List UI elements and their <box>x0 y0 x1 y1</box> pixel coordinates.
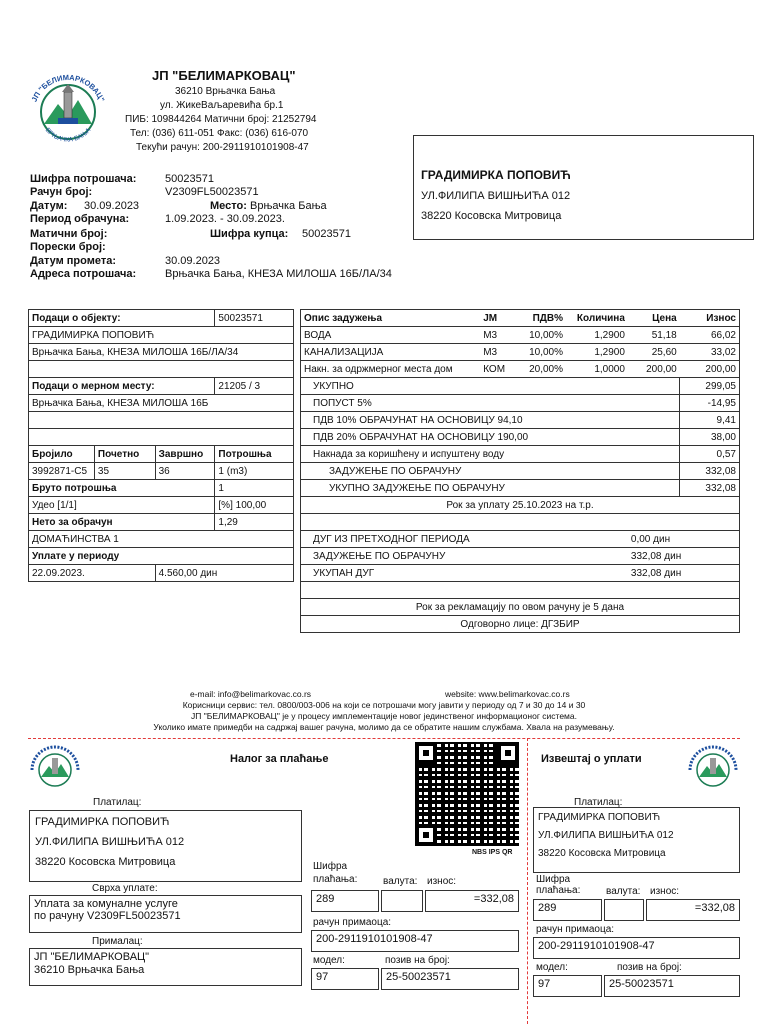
reference-field[interactable]: 25-50023571 <box>381 968 519 990</box>
charge-unit: М3 <box>480 344 520 361</box>
charge-unit: М3 <box>480 327 520 344</box>
report-model-label: модел: <box>536 962 568 973</box>
water-fee-value: 0,57 <box>680 446 740 463</box>
charge-qty: 1,2900 <box>566 344 628 361</box>
charge2-label: ЗАДУЖЕЊЕ ПО ОБРАЧУНУ <box>301 548 628 565</box>
consumer-address-label: Адреса потрошача: <box>30 268 137 280</box>
complaint-note: Рок за рекламацију по овом рачуну је 5 дана <box>301 599 740 616</box>
discount-value: -14,95 <box>680 395 740 412</box>
qr-corner <box>415 824 437 846</box>
charge-qty: 1,2900 <box>566 327 628 344</box>
slip-recipient-line1: ЈП "БЕЛИМАРКОВАЦ" <box>34 951 150 963</box>
charge-amount: 200,00 <box>680 361 740 378</box>
object-code: 50023571 <box>215 310 294 327</box>
share-value: [%] 100,00 <box>215 497 294 514</box>
payment-amount: 4.560,00 дин <box>155 565 293 582</box>
company-address2: ул. ЖикеВаљаревића бр.1 <box>160 100 284 111</box>
consumer-code: 50023571 <box>165 173 214 185</box>
footer-email[interactable]: e-mail: info@belimarkovac.co.rs <box>190 689 312 699</box>
purpose-line1: Уплата за комуналне услуге <box>34 898 178 910</box>
footer-line2: Корисници сервис: тел. 0800/003-006 на који се потрошачи могу јавити у периоду од 7 и 30 до 14 и 30 <box>182 700 586 710</box>
footer-website[interactable]: website: www.belimarkovac.co.rs <box>445 689 570 699</box>
payer-street: УЛ.ФИЛИПА ВИШЊИЋА 012 <box>35 836 185 848</box>
blank-row <box>301 582 740 599</box>
charge-vat: 10,00% <box>520 344 566 361</box>
charge-price: 51,18 <box>628 327 680 344</box>
slip-recipient-field[interactable] <box>29 948 302 986</box>
date-label: Датум: <box>30 200 68 212</box>
purpose-field[interactable] <box>29 895 302 933</box>
company-phone: Тел: (036) 611-051 Факс: (036) 616-070 <box>130 128 309 139</box>
currency-field[interactable] <box>381 890 423 912</box>
customer-code-label: Шифра купца: <box>210 228 289 240</box>
meter-address: Врњачка Бања, КНЕЗА МИЛОША 16Б <box>29 395 294 412</box>
report-model-field[interactable]: 97 <box>533 975 602 997</box>
payer-city: 38220 Косовска Митровица <box>35 856 176 868</box>
object-name: ГРАДИМИРКА ПОПОВИЋ <box>29 327 294 344</box>
model-field[interactable]: 97 <box>311 968 379 990</box>
charge-header-price: Цена <box>628 310 680 327</box>
model-label: модел: <box>313 955 345 966</box>
end-header: Завршно <box>155 446 215 463</box>
reg-no-label: Матични број: <box>30 228 108 240</box>
turnover-date-label: Датум промета: <box>30 255 116 267</box>
qr-corner <box>415 742 437 764</box>
period-label: Период обрачуна: <box>30 213 130 225</box>
recipient-label: Прималац: <box>92 936 143 947</box>
charge-price: 25,60 <box>628 344 680 361</box>
slip-logo-right <box>684 744 742 794</box>
company-account: Текући рачун: 200-2911910101908-47 <box>136 142 309 153</box>
payment-code-label: Шифра <box>313 861 348 872</box>
total-label: УКУПНО <box>301 378 680 395</box>
households: ДОМАЋИНСТВА 1 <box>29 531 294 548</box>
responsible-person: Одговорно лице: ДГЗБИР <box>301 616 740 633</box>
report-account-field[interactable]: 200-2911910101908-47 <box>533 937 740 959</box>
turnover-date: 30.09.2023 <box>165 255 221 267</box>
bill-no-label: Рачун број: <box>30 186 93 198</box>
blank-row <box>29 412 294 429</box>
reference-label: позив на број: <box>385 955 450 966</box>
gross-value: 1 <box>215 480 294 497</box>
charge-row <box>301 327 740 344</box>
water-fee-label: Накнада за коришћену и испуштену воду <box>301 446 680 463</box>
usage-value: 1 (m3) <box>215 463 294 480</box>
recipient-street: УЛ.ФИЛИПА ВИШЊИЋА 012 <box>421 190 571 202</box>
report-code-field[interactable]: 289 <box>533 899 602 921</box>
report-amount-field[interactable]: =332,08 <box>646 899 740 921</box>
meter-code: 21205 / 3 <box>215 378 294 395</box>
charge-amount: 66,02 <box>680 327 740 344</box>
consumer-code-label: Шифра потрошача: <box>30 173 137 185</box>
end-value: 36 <box>155 463 215 480</box>
report-payer-field[interactable] <box>533 807 740 873</box>
gross-label: Бруто потрошња <box>29 480 215 497</box>
share-label: Удео [1/1] <box>29 497 215 514</box>
total-debt-value: 332,08 дин <box>628 565 740 582</box>
object-label: Подаци о објекту: <box>29 310 215 327</box>
purpose-label: Сврха уплате: <box>92 883 158 894</box>
total-charge-label: УКУПНО ЗАДУЖЕЊЕ ПО ОБРАЧУНУ <box>301 480 680 497</box>
prev-debt-label: ДУГ ИЗ ПРЕТХОДНОГ ПЕРИОДА <box>301 531 628 548</box>
qr-label: NBS IPS QR <box>472 849 513 856</box>
meter-label: Подаци о мерном месту: <box>29 378 215 395</box>
report-code-label2: плаћања: <box>536 885 581 896</box>
charge-desc: ВОДА <box>301 327 481 344</box>
charge-row <box>301 344 740 361</box>
blank-row <box>29 429 294 446</box>
charge-desc: КАНАЛИЗАЦИЈА <box>301 344 481 361</box>
net-label: Нето за обрачун <box>29 514 215 531</box>
due-date: Рок за уплату 25.10.2023 на т.р. <box>301 497 740 514</box>
report-payer-city: 38220 Косовска Митровица <box>538 848 666 859</box>
blank-row <box>29 361 294 378</box>
company-logo <box>20 62 116 158</box>
period-value: 1.09.2023. - 30.09.2023. <box>165 213 285 225</box>
account-field[interactable]: 200-2911910101908-47 <box>311 930 519 952</box>
charge-header-amount: Износ <box>680 310 740 327</box>
footer-line4: Уколико имате примедби на садржај вашег рачуна, молимо да се обратите нашим службама. Хвала на разумевању. <box>153 722 615 732</box>
charge-vat: 10,00% <box>520 327 566 344</box>
charge-header-vat: ПДВ% <box>520 310 566 327</box>
payment-date: 22.09.2023. <box>29 565 156 582</box>
charges-table <box>300 309 740 633</box>
discount-label: ПОПУСТ 5% <box>301 395 680 412</box>
blank-row <box>301 514 740 531</box>
charge-desc: Накн. за одржмерног места дом <box>301 361 481 378</box>
date-value: 30.09.2023 <box>84 200 140 212</box>
report-reference-field[interactable]: 25-50023571 <box>604 975 740 997</box>
payment-code-label2: плаћања: <box>313 874 358 885</box>
place-label: Место: <box>210 200 247 212</box>
qr-corner <box>497 742 519 764</box>
report-reference-label: позив на број: <box>617 962 682 973</box>
total-debt-label: УКУПАН ДУГ <box>301 565 628 582</box>
vat20-value: 38,00 <box>680 429 740 446</box>
usage-header: Потрошња <box>215 446 294 463</box>
recipient-city: 38220 Косовска Митровица <box>421 210 562 222</box>
order-title: Налог за плаћање <box>230 753 329 765</box>
charge-qty: 1,0000 <box>566 361 628 378</box>
bill-no: V2309FL50023571 <box>165 186 259 198</box>
vat20-label: ПДВ 20% ОБРАЧУНАТ НА ОСНОВИЦУ 190,00 <box>301 429 680 446</box>
total-value: 299,05 <box>680 378 740 395</box>
report-code-label: Шифра <box>536 874 571 885</box>
charge2-value: 332,08 дин <box>628 548 740 565</box>
charge-header-qty: Количина <box>566 310 628 327</box>
customer-code: 50023571 <box>302 228 351 240</box>
total-charge-value: 332,08 <box>680 480 740 497</box>
payments-label: Уплате у периоду <box>29 548 294 565</box>
company-address1: 36210 Врњачка Бања <box>175 86 276 97</box>
recipient-name: ГРАДИМИРКА ПОПОВИЋ <box>421 168 571 182</box>
charge-price: 200,00 <box>628 361 680 378</box>
report-title: Извештај о уплати <box>541 753 642 765</box>
cut-line-horizontal <box>28 738 740 739</box>
report-amount-label: износ: <box>650 886 680 897</box>
payment-code-field[interactable]: 289 <box>311 890 379 912</box>
counter-value: 3992871-C5 <box>29 463 95 480</box>
vat10-value: 9,41 <box>680 412 740 429</box>
purpose-line2: по рачуну V2309FL50023571 <box>34 910 181 922</box>
amount-label: износ: <box>427 876 457 887</box>
charge-unit: КОМ <box>480 361 520 378</box>
charge-header-desc: Опис задужења <box>301 310 481 327</box>
charge-label: ЗАДУЖЕЊЕ ПО ОБРАЧУНУ <box>301 463 680 480</box>
slip-recipient-line2: 36210 Врњачка Бања <box>34 964 145 976</box>
payer-name: ГРАДИМИРКА ПОПОВИЋ <box>35 816 170 828</box>
report-payer-name: ГРАДИМИРКА ПОПОВИЋ <box>538 812 661 823</box>
report-account-label: рачун примаоца: <box>536 924 615 935</box>
payer-field[interactable] <box>29 810 302 882</box>
charge-row <box>301 361 740 378</box>
cut-line-vertical <box>527 738 528 1024</box>
vat10-label: ПДВ 10% ОБРАЧУНАТ НА ОСНОВИЦУ 94,10 <box>301 412 680 429</box>
net-value: 1,29 <box>215 514 294 531</box>
company-pib: ПИБ: 109844264 Матични број: 21252794 <box>125 114 317 125</box>
logo-text-bottom: ВРЊАЧКА БАЊА <box>43 126 93 144</box>
object-info-table <box>28 309 294 582</box>
start-header: Почетно <box>94 446 155 463</box>
slip-logo-left <box>26 744 84 794</box>
logo-text-top: ЈП "БЕЛИМАРКОВАЦ" <box>29 72 107 104</box>
qr-code <box>415 742 519 846</box>
footer-line3: ЈП "БЕЛИМАРКОВАЦ" је у процесу имплементације новог јединственог информационог система. <box>191 711 577 721</box>
report-currency-label: валута: <box>606 886 641 897</box>
charge-amount: 33,02 <box>680 344 740 361</box>
prev-debt-value: 0,00 дин <box>628 531 740 548</box>
report-payer-label: Платилац: <box>574 797 623 808</box>
amount-field[interactable]: =332,08 <box>425 890 519 912</box>
charge-header-unit: ЈМ <box>480 310 520 327</box>
charge-vat: 20,00% <box>520 361 566 378</box>
counter-header: Бројило <box>29 446 95 463</box>
recipient-address-box <box>413 135 754 240</box>
currency-label: валута: <box>383 876 418 887</box>
object-address: Врњачка Бања, КНЕЗА МИЛОША 16Б/ЛА/34 <box>29 344 294 361</box>
place-value: Врњачка Бања <box>250 200 327 212</box>
report-currency-field[interactable] <box>604 899 644 921</box>
tax-no-label: Порески број: <box>30 241 106 253</box>
consumer-address: Врњачка Бања, КНЕЗА МИЛОША 16Б/ЛА/34 <box>165 268 392 280</box>
charge-value: 332,08 <box>680 463 740 480</box>
account-label: рачун примаоца: <box>313 917 392 928</box>
start-value: 35 <box>94 463 155 480</box>
company-name: ЈП "БЕЛИМАРКОВАЦ" <box>152 68 296 83</box>
payer-label: Платилац: <box>93 797 142 808</box>
report-payer-street: УЛ.ФИЛИПА ВИШЊИЋА 012 <box>538 830 674 841</box>
